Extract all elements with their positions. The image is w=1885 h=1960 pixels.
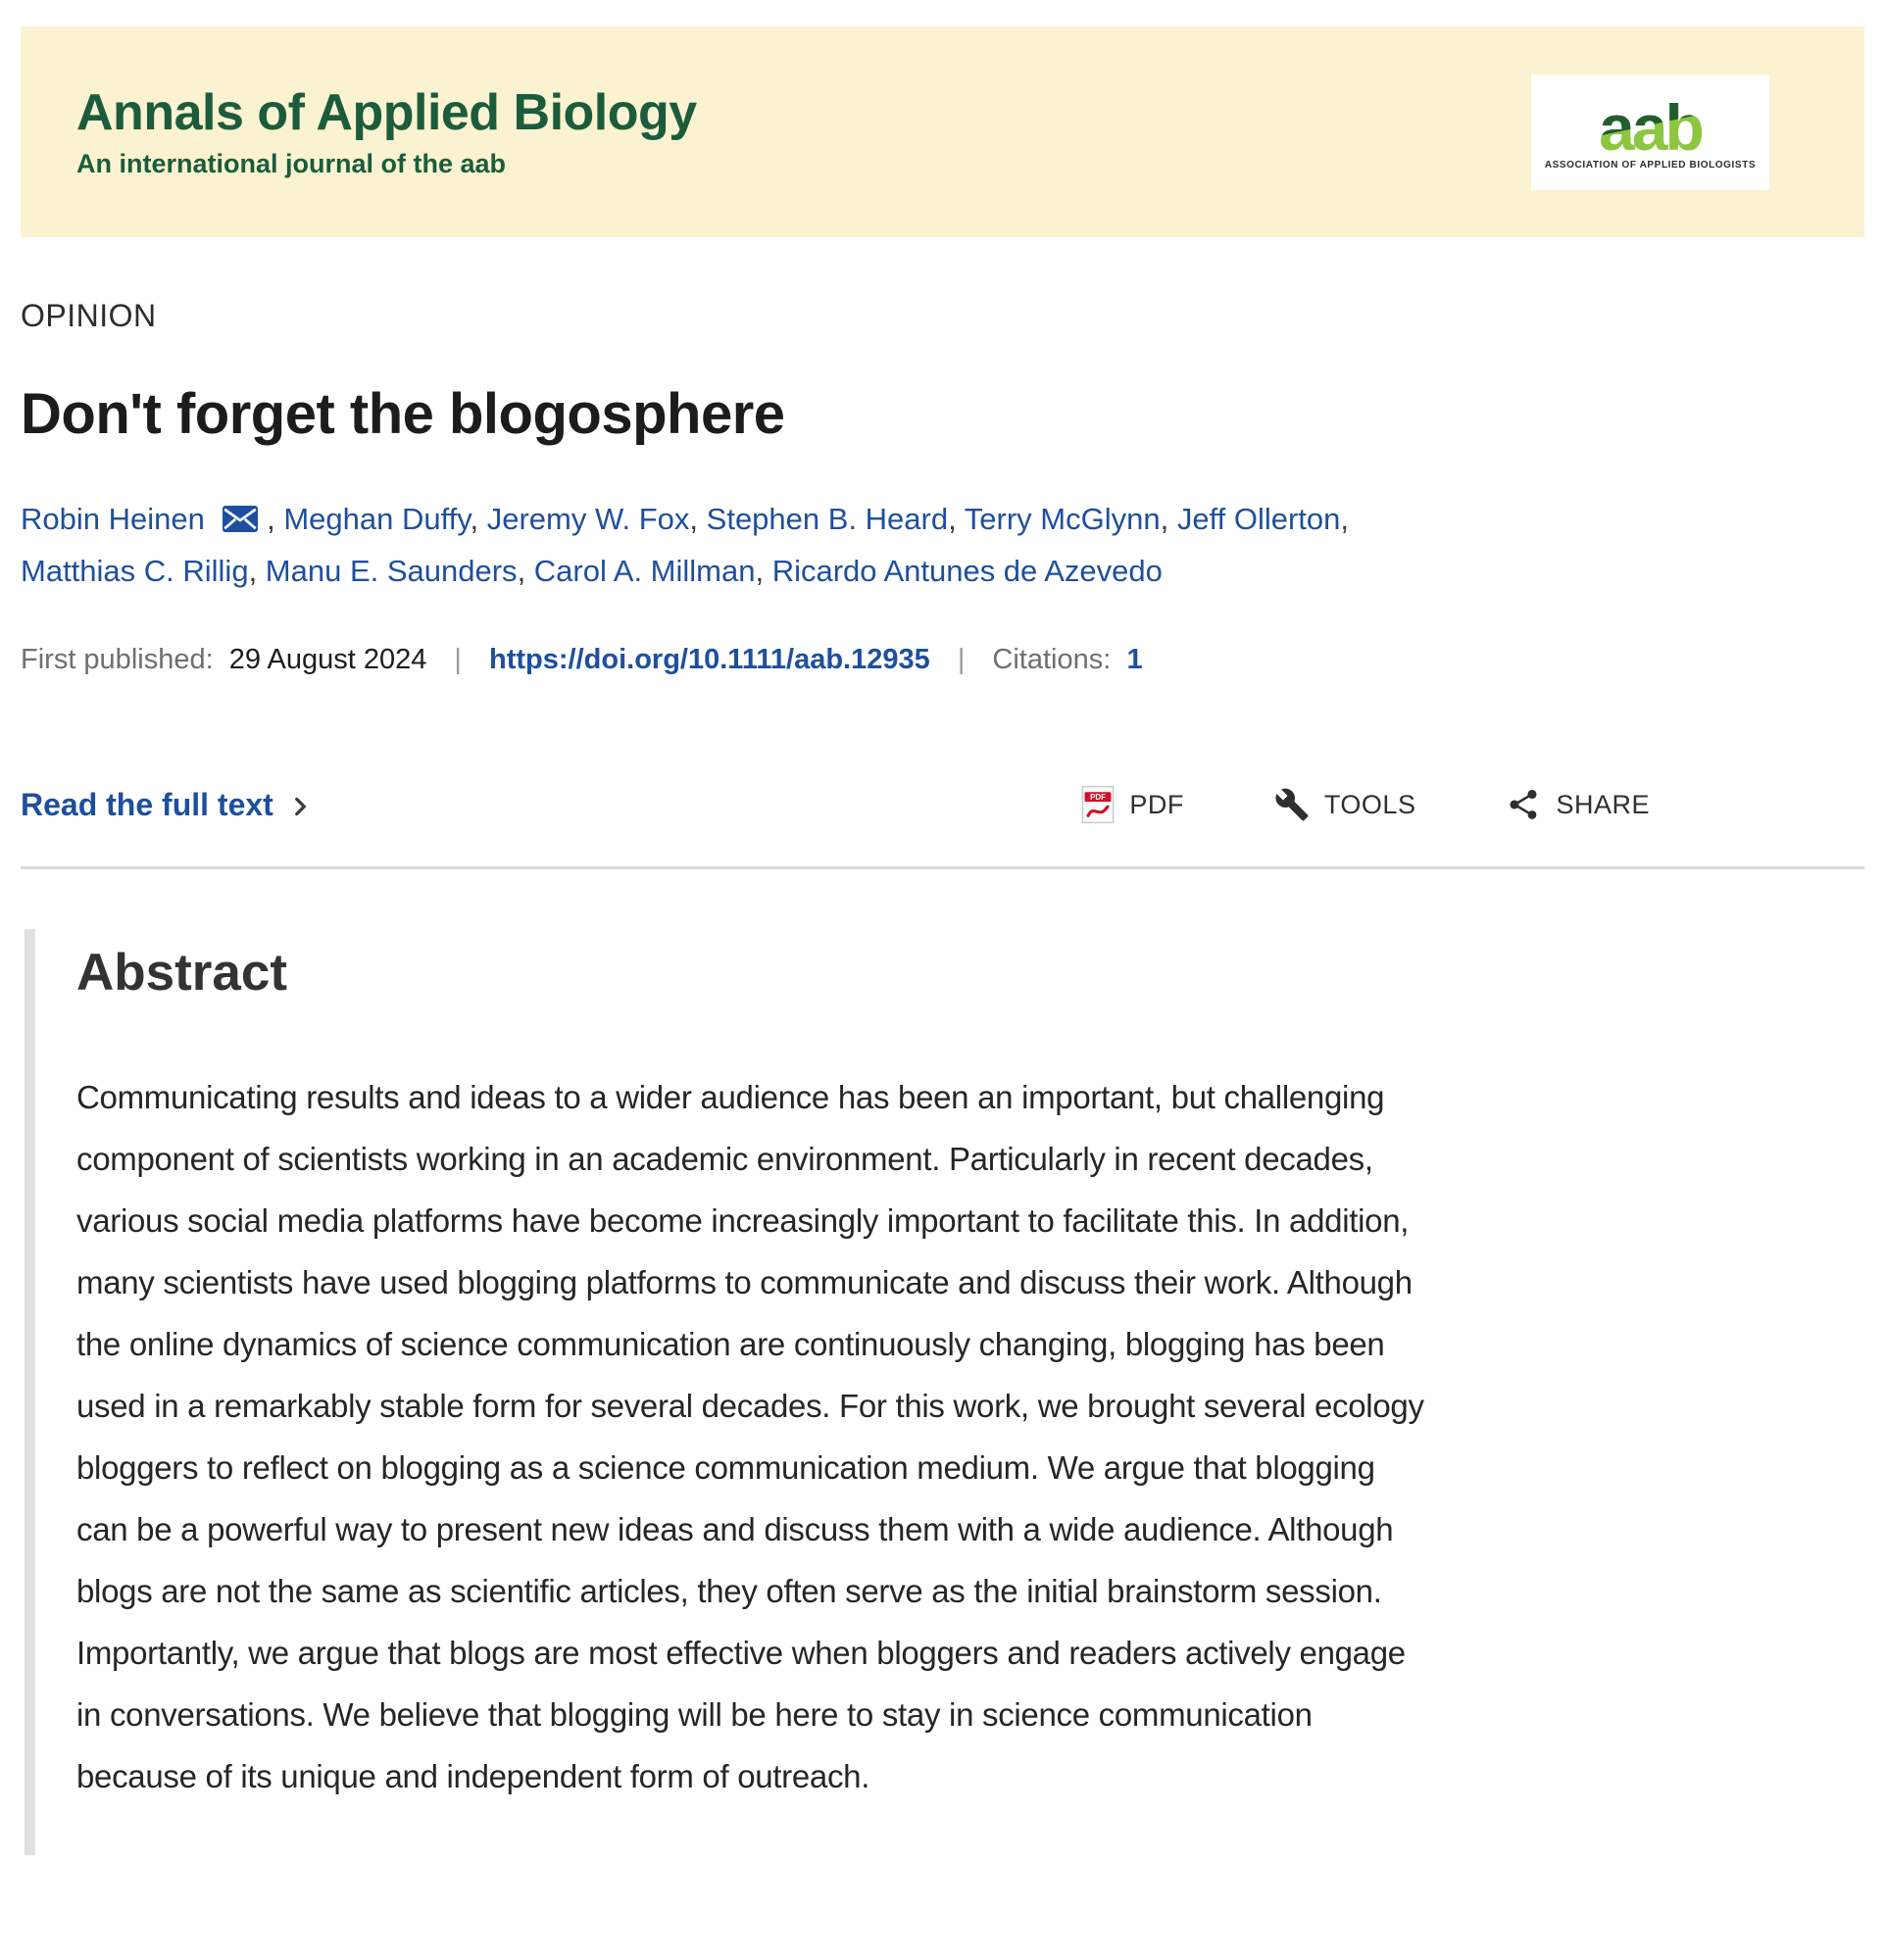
article-category-label: OPINION	[21, 298, 157, 333]
author-separator: ,	[517, 554, 534, 588]
meta-separator: |	[957, 644, 966, 675]
abstract-heading: Abstract	[76, 944, 288, 1002]
author-separator: ,	[248, 554, 266, 588]
author-link[interactable]: Ricardo Antunes de Azevedo	[771, 554, 1163, 588]
svg-text:PDF: PDF	[1090, 793, 1107, 803]
author-link[interactable]: Robin Heinen	[21, 502, 205, 536]
author-separator: ,	[1160, 502, 1177, 536]
author-link[interactable]: Carol A. Millman	[533, 554, 756, 588]
section-divider	[21, 866, 1864, 869]
aab-logo-caption: ASSOCIATION OF APPLIED BIOLOGISTS	[1544, 159, 1757, 171]
citations-label: Citations:	[992, 644, 1112, 675]
pdf-button-label: PDF	[1129, 789, 1184, 819]
author-link[interactable]: Jeff Ollerton	[1176, 502, 1341, 536]
wrench-icon	[1274, 787, 1310, 822]
journal-subtitle	[76, 147, 697, 180]
author-separator: ,	[948, 502, 965, 536]
author-link[interactable]: Matthias C. Rillig	[21, 554, 249, 588]
first-published-label: First published:	[21, 644, 214, 675]
tools-button[interactable]	[1274, 787, 1416, 822]
journal-identity	[76, 84, 697, 180]
first-published-date: 29 August 2024	[228, 644, 427, 675]
share-button[interactable]	[1506, 787, 1650, 822]
author-list	[21, 493, 1452, 597]
author-separator: ,	[1340, 502, 1350, 536]
chevron-right-icon	[287, 794, 313, 819]
article-title: Don't forget the blogosphere	[21, 382, 785, 446]
meta-separator: |	[454, 644, 462, 675]
abstract-section	[25, 929, 1864, 1855]
author-link[interactable]: Stephen B. Heard	[706, 502, 949, 536]
author-separator: ,	[267, 502, 284, 536]
journal-subtitle-prefix: An international journal of the	[76, 148, 461, 178]
publication-info	[21, 640, 1864, 679]
author-link[interactable]: Manu E. Saunders	[265, 554, 518, 588]
citations-count[interactable]: 1	[1126, 644, 1143, 675]
author-link[interactable]: Terry McGlynn	[964, 502, 1161, 536]
doi-link[interactable]: https://doi.org/10.1111/aab.12935	[489, 644, 930, 675]
author-link[interactable]: Meghan Duffy	[283, 502, 471, 536]
pdf-file-icon	[1081, 784, 1115, 825]
journal-title: Annals of Applied Biology	[76, 83, 697, 141]
document-actions	[1081, 784, 1650, 825]
read-full-text-label: Read the full text	[21, 786, 273, 822]
share-icon	[1506, 787, 1541, 822]
aab-society-logo	[1531, 74, 1769, 190]
read-full-text-link[interactable]	[21, 787, 313, 823]
aab-logo-text: aab	[1599, 90, 1702, 164]
actions-toolbar	[21, 784, 1864, 825]
author-separator: ,	[470, 502, 487, 536]
share-button-label: SHARE	[1556, 789, 1650, 819]
tools-button-label: TOOLS	[1323, 789, 1416, 819]
email-envelope-icon[interactable]	[223, 496, 258, 522]
journal-banner	[21, 26, 1864, 237]
author-separator: ,	[755, 554, 772, 588]
journal-subtitle-society: aab	[460, 148, 507, 178]
author-separator: ,	[689, 502, 707, 536]
author-link[interactable]: Jeremy W. Fox	[486, 502, 690, 536]
pdf-button[interactable]	[1081, 784, 1184, 825]
abstract-text: Communicating results and ideas to a wider audience has been an important, but challenging component of scientists working in an academic environment. Particularly in recent decades, various social media platforms have become increasingly important to facilitate this. In addition, many scientists have used blogging platforms to communicate and discuss their work. Although the online dynamics of science communication are continuously changing, blogging has been used in a remarkably stable form for several decades. For this work, we brought several ecology bloggers to reflect on blogging as a science communication medium. We argue that blogging can be a powerful way to present new ideas and discuss them with a wide audience. Although blogs are not the same as scientific articles, they often serve as the initial brainstorm session. Importantly, we argue that blogs are most effective when bloggers and readers actively engage in conversations. We believe that blogging will be here to stay in science communication because of its unique and independent form of outreach.	[76, 1079, 1424, 1794]
